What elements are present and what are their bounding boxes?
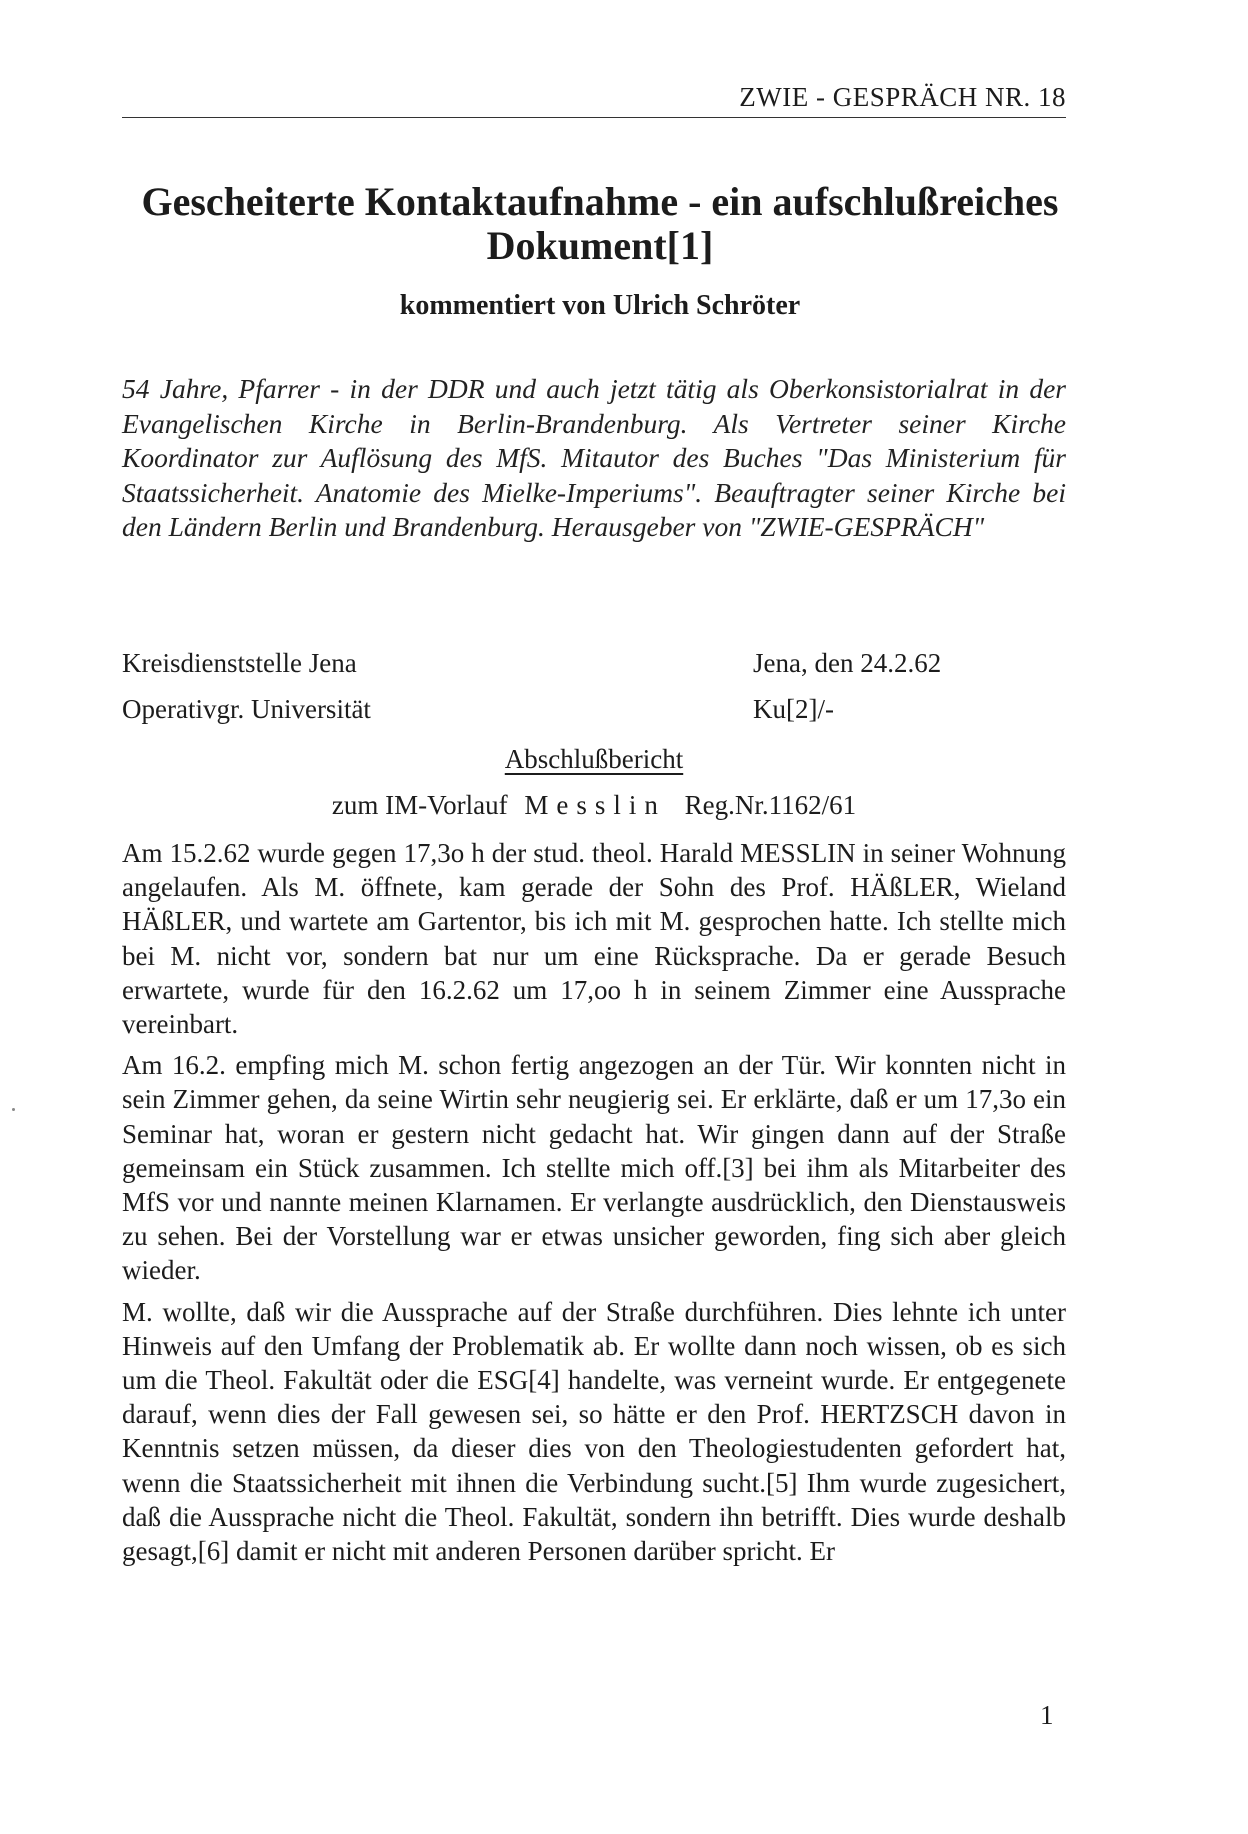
report-title-text: Abschlußbericht [504, 744, 684, 774]
report-sub-prefix: zum IM-Vorlauf [331, 790, 508, 820]
byline: kommentiert von Ulrich Schröter [399, 290, 801, 321]
report-office: Kreisdienststelle Jena [122, 648, 357, 678]
author-bio [122, 372, 1066, 545]
report-group: Operativgr. Universität [122, 694, 371, 724]
report-title [122, 744, 1066, 775]
report-place-date: Jena, den 24.2.62 [753, 648, 942, 678]
title-line-2: Dokument[1] [486, 223, 714, 268]
report-body [122, 836, 1066, 1575]
report-subtitle [122, 790, 1066, 821]
paragraph: Am 15.2.62 wurde gegen 17,3o h der stud. theol. Harald MESSLIN in seiner Wohnung angelaufen. Als M. öffnete, kam gerade der Sohn des Prof. HÄßLER, Wieland HÄßLER, und wartete am Gartentor, bis ich mit M. gesprochen hatte. Ich stellte mich bei M. nicht vor, sondern bat nur um eine Rücksprache. Da er gerade Besuch erwartete, wurde für den 16.2.62 um 17,oo h in seinem Zimmer eine Aussprache vereinbart. [122, 838, 1066, 1040]
report-reference: Ku[2]/- [753, 694, 834, 724]
page-number: 1 [1040, 1700, 1054, 1730]
running-head: ZWIE - GESPRÄCH NR. 18 [122, 82, 1066, 118]
margin-mark [12, 1108, 15, 1111]
title-line-1: Gescheiterte Kontaktaufnahme - ein aufschlußreiches [141, 179, 1059, 224]
author-bio-text: 54 Jahre, Pfarrer - in der DDR und auch jetzt tätig als Oberkonsistorialrat in der Evangelischen Kirche in Berlin-Brandenburg. Als Vertreter seiner Kirche Koordinator zur Auflösung des MfS. Mitautor des Buches "Das Ministerium für Staatssicherheit. Anatomie des Mielke-Imperiums". Beauftragter seiner Kirche bei den Ländern Berlin und Brandenburg. Herausgeber von "ZWIE-GESPRÄCH" [122, 373, 1066, 542]
article-title [100, 180, 1100, 268]
report-sub-reg: Reg.Nr.1162/61 [684, 790, 857, 820]
report-sub-name: Messlin [524, 790, 666, 820]
paragraph: M. wollte, daß wir die Aussprache auf der Straße durchführen. Dies lehnte ich unter Hinweis auf den Umfang der Problematik ab. Er wollte dann noch wissen, ob es sich um die Theol. Fakultät oder die ESG[4] handelte, was verneint wurde. Er entgegenete darauf, wenn dies der Fall gewesen sei, so hätte er den Prof. HERTZSCH davon in Kenntnis setzen müssen, da dieser dies von den Theologiestudenten gefordert hat, wenn die Staatssicherheit mit ihnen die Verbindung sucht.[5] Ihm wurde zugesichert, daß die Aussprache nicht die Theol. Fakultät, sondern ihn betrifft. Dies wurde deshalb gesagt,[6] damit er nicht mit anderen Personen darüber spricht. Er [122, 1296, 1066, 1567]
paragraph: Am 16.2. empfing mich M. schon fertig angezogen an der Tür. Wir konnten nicht in sein Zimmer gehen, da seine Wirtin sehr neugierig sei. Er erklärte, daß er um 17,3o ein Seminar hat, woran er gestern nicht gedacht hat. Wir gingen dann auf der Straße gemeinsam ein Stück zusammen. Ich stellte mich off.[3] bei ihm als Mitarbeiter des MfS vor und nannte meinen Klarnamen. Er verlangte ausdrücklich, den Dienstausweis zu sehen. Bei der Vorstellung war er etwas unsicher geworden, fing sich aber gleich wieder. [122, 1050, 1066, 1286]
